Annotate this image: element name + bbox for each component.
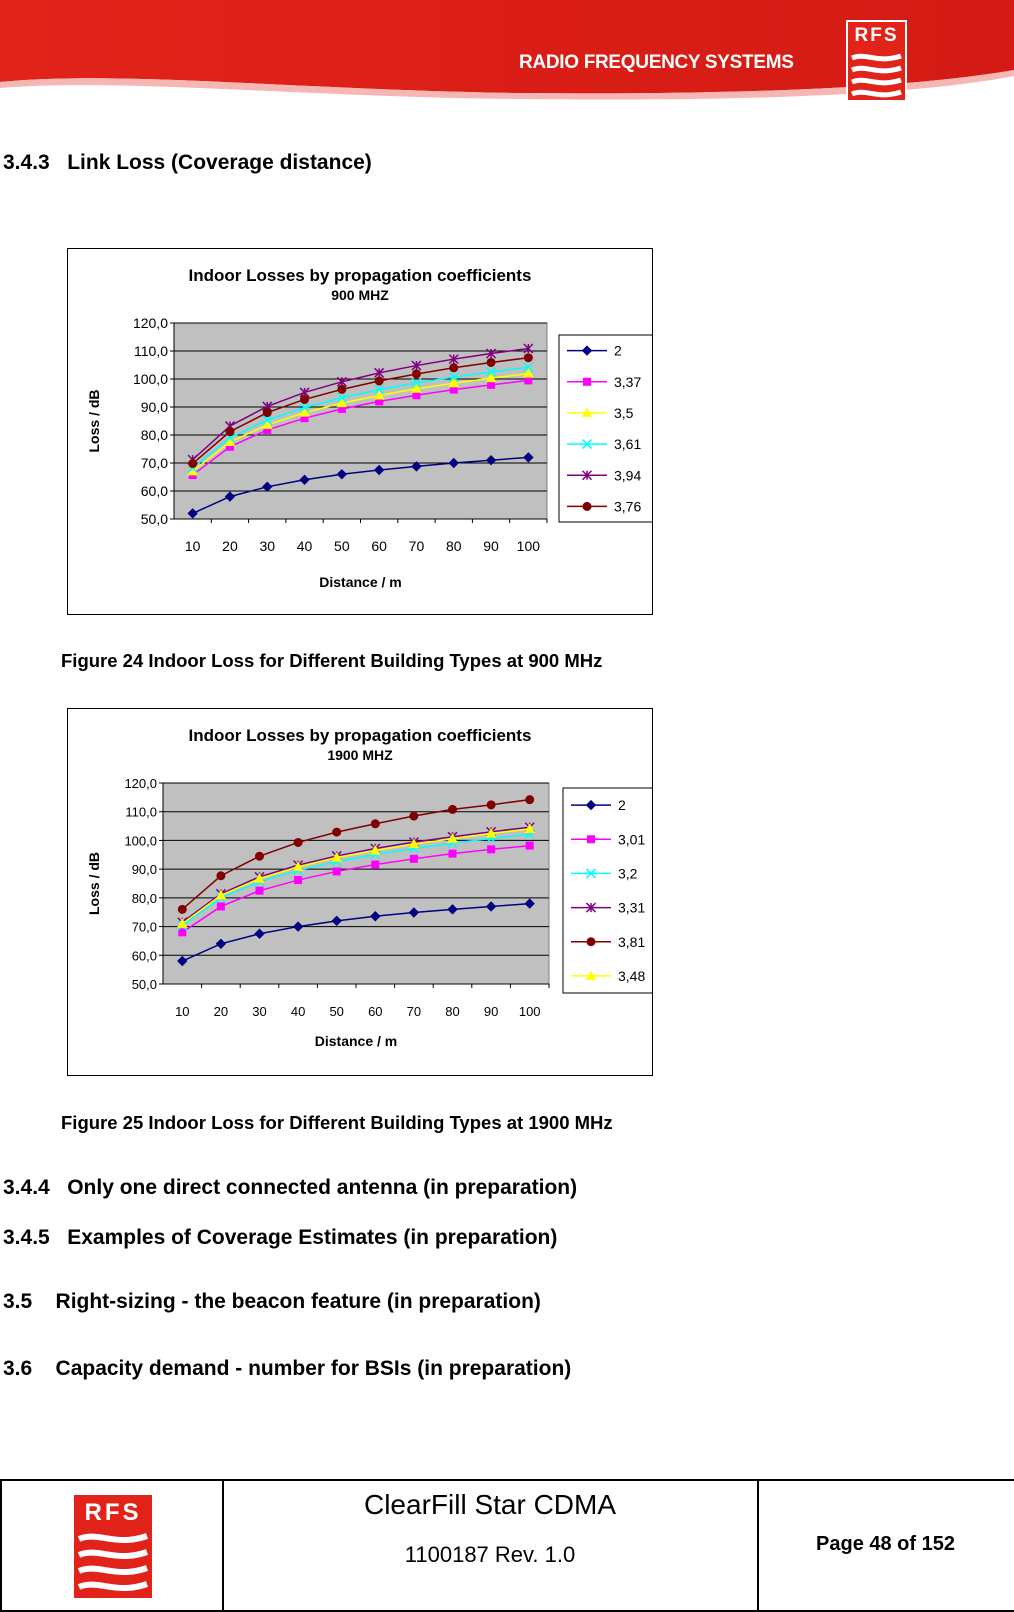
x-tick-label: 80 bbox=[445, 1004, 460, 1019]
chart-title: Indoor Losses by propagation coefficients bbox=[188, 726, 532, 745]
y-tick-label: 120,0 bbox=[132, 315, 168, 331]
rfs-logo-text: RFS bbox=[854, 25, 899, 46]
data-point bbox=[256, 852, 264, 860]
brand-name: RADIO FREQUENCY SYSTEMS bbox=[519, 52, 794, 73]
data-point bbox=[372, 861, 379, 868]
plot-area bbox=[163, 783, 549, 984]
x-tick-label: 70 bbox=[408, 538, 425, 554]
section-heading-344: 3.4.4 Only one direct connected antenna (in preparation) bbox=[3, 1176, 578, 1199]
data-point bbox=[449, 805, 457, 813]
header-banner bbox=[0, 0, 1014, 110]
footer-doc-title: ClearFill Star CDMA bbox=[363, 1489, 617, 1520]
data-point bbox=[488, 846, 495, 853]
y-tick-label: 100,0 bbox=[132, 371, 168, 387]
data-point bbox=[487, 358, 495, 366]
x-axis-label: Distance / m bbox=[319, 574, 402, 590]
data-point bbox=[526, 796, 534, 804]
x-tick-label: 10 bbox=[175, 1004, 190, 1019]
x-tick-label: 100 bbox=[518, 1004, 541, 1019]
data-point bbox=[217, 903, 224, 910]
x-tick-label: 70 bbox=[406, 1004, 422, 1019]
section-heading-36: 3.6 Capacity demand - number for BSIs (in preparation) bbox=[3, 1357, 572, 1380]
x-tick-label: 60 bbox=[368, 1004, 383, 1019]
y-tick-label: 70,0 bbox=[140, 455, 168, 471]
data-point bbox=[410, 812, 418, 820]
y-axis-label: Loss / dB bbox=[86, 851, 102, 916]
footer-logo-cell bbox=[2, 1481, 224, 1610]
data-point bbox=[526, 842, 533, 849]
legend-marker bbox=[583, 502, 591, 510]
legend-label: 2 bbox=[614, 342, 622, 359]
x-tick-label: 100 bbox=[516, 538, 541, 554]
rfs-logo-footer-text: RFS bbox=[84, 1499, 142, 1526]
chart-900mhz-svg bbox=[68, 249, 652, 614]
legend-marker bbox=[588, 836, 595, 843]
legend-label: 3,76 bbox=[614, 498, 642, 515]
data-point bbox=[524, 354, 532, 362]
y-tick-label: 80,0 bbox=[140, 427, 168, 443]
rfs-waves-icon bbox=[848, 52, 905, 100]
chart-title: Indoor Losses by propagation coefficients bbox=[188, 266, 532, 285]
x-axis-label: Distance / m bbox=[314, 1033, 398, 1049]
legend-box bbox=[559, 335, 652, 522]
x-tick-label: 90 bbox=[483, 1004, 499, 1019]
y-tick-label: 120,0 bbox=[124, 776, 157, 791]
legend-label: 3,5 bbox=[614, 404, 634, 421]
y-tick-label: 80,0 bbox=[131, 890, 157, 906]
x-tick-label: 30 bbox=[259, 538, 276, 554]
x-tick-label: 10 bbox=[184, 538, 201, 554]
legend-label: 3,31 bbox=[618, 899, 646, 916]
y-tick-label: 110,0 bbox=[134, 343, 168, 359]
data-point bbox=[256, 887, 263, 894]
footer-page-number: Page 48 of 152 bbox=[816, 1533, 955, 1555]
data-point bbox=[449, 850, 456, 857]
legend-label: 3,2 bbox=[618, 865, 638, 882]
data-point bbox=[375, 377, 383, 385]
data-point bbox=[487, 801, 495, 809]
x-tick-label: 40 bbox=[296, 538, 313, 554]
legend-box bbox=[563, 788, 652, 993]
data-point bbox=[333, 828, 341, 836]
data-point bbox=[189, 460, 197, 468]
chart-1900mhz-svg bbox=[68, 709, 652, 1075]
data-point bbox=[488, 381, 495, 388]
rfs-logo-header bbox=[846, 20, 907, 102]
legend-label: 3,48 bbox=[618, 967, 646, 984]
data-point bbox=[178, 905, 186, 913]
page-footer bbox=[0, 1479, 1014, 1612]
section-heading-35: 3.5 Right-sizing - the beacon feature (in preparation) bbox=[3, 1290, 541, 1313]
data-point bbox=[263, 409, 271, 417]
data-point bbox=[301, 395, 309, 403]
x-tick-label: 20 bbox=[213, 1004, 229, 1019]
data-point bbox=[226, 428, 234, 436]
data-point bbox=[295, 877, 302, 884]
y-tick-label: 60,0 bbox=[131, 948, 157, 964]
x-tick-label: 80 bbox=[445, 538, 462, 554]
x-tick-label: 90 bbox=[483, 538, 499, 554]
data-point bbox=[450, 364, 458, 372]
rfs-logo-footer bbox=[74, 1495, 152, 1598]
x-tick-label: 30 bbox=[252, 1004, 267, 1019]
x-tick-label: 60 bbox=[371, 538, 387, 554]
y-tick-label: 90,0 bbox=[140, 399, 168, 415]
x-tick-label: 20 bbox=[222, 538, 238, 554]
y-tick-label: 110,0 bbox=[125, 804, 157, 820]
chart-1900mhz bbox=[67, 708, 653, 1076]
rfs-footer-waves-icon bbox=[74, 1531, 152, 1597]
data-point bbox=[412, 370, 420, 378]
legend-marker bbox=[587, 938, 595, 946]
x-tick-label: 40 bbox=[290, 1004, 306, 1019]
x-tick-label: 50 bbox=[334, 538, 350, 554]
data-point bbox=[294, 838, 302, 846]
section-heading-345: 3.4.5 Examples of Coverage Estimates (in preparation) bbox=[3, 1226, 558, 1249]
data-point bbox=[410, 855, 417, 862]
y-tick-label: 60,0 bbox=[140, 483, 168, 499]
y-tick-label: 70,0 bbox=[131, 919, 157, 935]
y-tick-label: 100,0 bbox=[124, 833, 157, 849]
data-point bbox=[333, 868, 340, 875]
legend-label: 3,37 bbox=[614, 373, 642, 390]
y-tick-label: 90,0 bbox=[131, 862, 157, 878]
legend-label: 3,94 bbox=[614, 467, 642, 484]
data-point bbox=[179, 929, 186, 936]
figure-24-caption: Figure 24 Indoor Loss for Different Building Types at 900 MHz bbox=[61, 650, 603, 671]
chart-subtitle: 900 MHZ bbox=[331, 287, 389, 303]
data-point bbox=[371, 820, 379, 828]
section-heading-343: 3.4.3 Link Loss (Coverage distance) bbox=[3, 151, 372, 174]
x-tick-label: 50 bbox=[329, 1004, 344, 1019]
data-point bbox=[338, 385, 346, 393]
footer-revision: 1100187 Rev. 1.0 bbox=[404, 1542, 576, 1567]
legend-label: 2 bbox=[618, 797, 626, 814]
y-tick-label: 50,0 bbox=[131, 977, 157, 992]
y-tick-label: 50,0 bbox=[140, 511, 168, 527]
data-point bbox=[217, 872, 225, 880]
figure-25-caption: Figure 25 Indoor Loss for Different Building Types at 1900 MHz bbox=[61, 1112, 613, 1133]
legend-label: 3,61 bbox=[614, 436, 642, 453]
chart-subtitle: 1900 MHZ bbox=[327, 747, 393, 763]
data-point bbox=[525, 377, 532, 384]
y-axis-label: Loss / dB bbox=[86, 389, 102, 453]
legend-label: 3,01 bbox=[618, 831, 646, 848]
legend-marker bbox=[584, 378, 591, 385]
legend-label: 3,81 bbox=[618, 933, 646, 950]
chart-900mhz bbox=[67, 248, 653, 615]
